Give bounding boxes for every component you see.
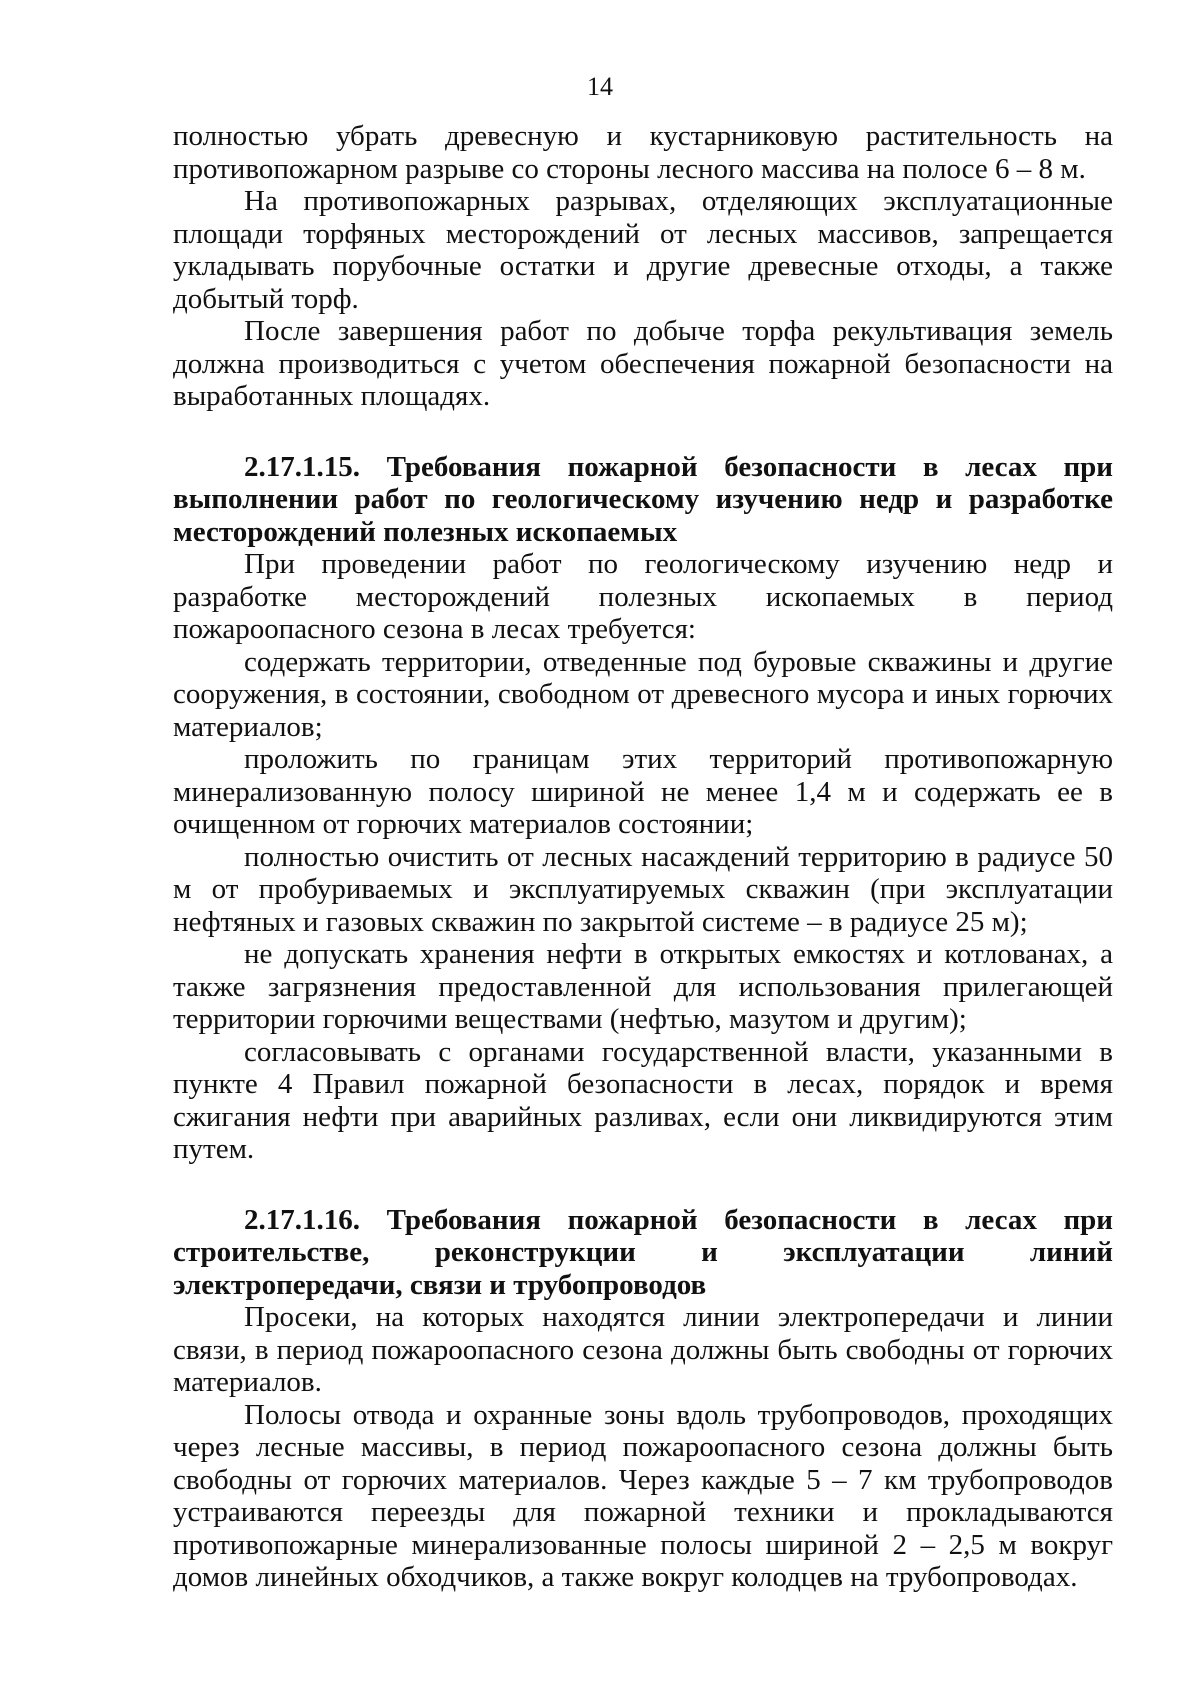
section-heading: 2.17.1.15. Требования пожарной безопасности в лесах при выполнении работ по геологическому изучению недр и разработке месторождений полезных ископаемых xyxy=(173,450,1113,548)
paragraph: При проведении работ по геологическому изучению недр и разработке месторождений полезных ископаемых в период пожароопасного сезона в лесах требуется: xyxy=(173,548,1113,645)
section-2-17-1-15 xyxy=(173,451,1113,1166)
page-number: 14 xyxy=(587,72,613,101)
list-item: согласовывать с органами государственной власти, указанными в пункте 4 Правил пожарной безопасности в лесах, порядок и время сжигания нефти при аварийных разливах, если они ликвидируются этим путем. xyxy=(173,1035,1113,1165)
paragraph: Просеки, на которых находятся линии электропередачи и линии связи, в период пожароопасного сезона должны быть свободны от горючих материалов. xyxy=(173,1301,1113,1398)
paragraph: На противопожарных разрывах, отделяющих эксплуатационные площади торфяных месторождений от лесных массивов, запрещается укладывать порубочные остатки и другие древесные отходы, а также добытый торф. xyxy=(173,185,1113,315)
list-item: не допускать хранения нефти в открытых емкостях и котлованах, а также загрязнения предоставленной для использования прилегающей территории горючими веществами (нефтью, мазутом и другим); xyxy=(173,938,1113,1035)
paragraph: После завершения работ по добыче торфа рекультивация земель должна производиться с учетом обеспечения пожарной безопасности на выработанных площадях. xyxy=(173,315,1113,412)
list-item: полностью очистить от лесных насаждений территорию в радиусе 50 м от пробуриваемых и эксплуатируемых скважин (при эксплуатации нефтяных и газовых скважин по закрытой системе – в радиусе 25 м); xyxy=(173,840,1113,938)
section-heading: 2.17.1.16. Требования пожарной безопасности в лесах при строительстве, реконструкции и эксплуатации линий электропередачи, связи и трубопроводов xyxy=(173,1203,1113,1301)
section-2-17-1-16 xyxy=(173,1204,1113,1594)
list-item: содержать территории, отведенные под буровые скважины и другие сооружения, в состоянии, свободном от древесного мусора и иных горючих материалов; xyxy=(173,645,1113,743)
document-body xyxy=(173,120,1113,1594)
paragraph: Полосы отвода и охранные зоны вдоль трубопроводов, проходящих через лесные массивы, в период пожароопасного сезона должны быть свободны от горючих материалов. Через каждые 5 – 7 км трубопроводов устраиваются переезды для пожарной техники и прокладываются противопожарные минерализованные полосы шириной 2 – 2,5 м вокруг домов линейных обходчиков, а также вокруг колодцев на трубопроводах. xyxy=(173,1398,1113,1593)
paragraph: полностью убрать древесную и кустарниковую растительность на противопожарном разрыве со стороны лесного массива на полосе 6 – 8 м. xyxy=(173,120,1113,185)
list-item: проложить по границам этих территорий противопожарную минерализованную полосу шириной не менее 1,4 м и содержать ее в очищенном от горючих материалов состоянии; xyxy=(173,743,1113,840)
